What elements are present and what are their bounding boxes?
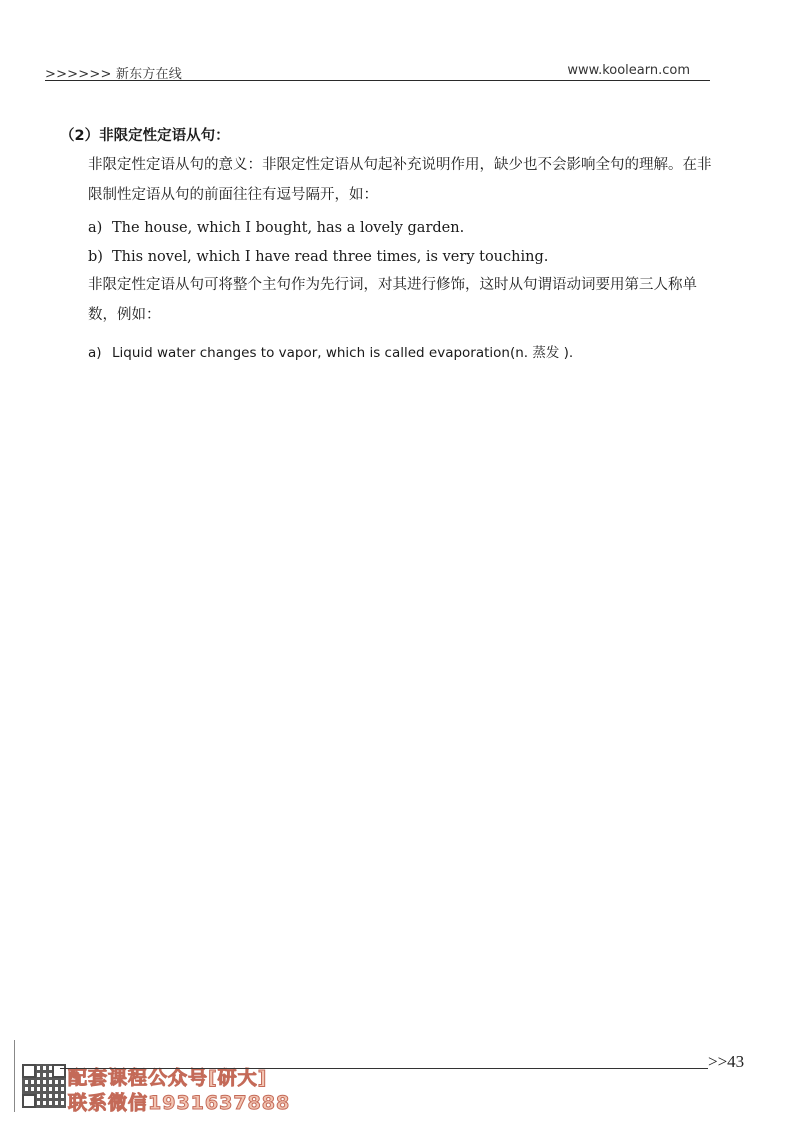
footer-rule: [60, 1068, 708, 1069]
usage-paragraph: 非限定性定语从句可将整个主句作为先行词，对其进行修饰，这时从句谓语动词要用第三人称单数，例如：: [88, 277, 697, 323]
page-number: >>43: [708, 1052, 745, 1071]
example-label: a): [88, 345, 102, 361]
example-text: This novel, which I have read three times, is very touching.: [112, 249, 549, 265]
section-heading: （2）非限定性定语从句：: [60, 128, 230, 144]
watermark-line-1: 配套课程公众号[研大]: [68, 1067, 268, 1089]
example-item-a: [88, 220, 464, 236]
definition-paragraph: 非限定性定语从句的意义：非限定性定语从句起补充说明作用，缺少也不会影响全句的理解。在非限制性定语从句的前面往往有逗号隔开，如：: [88, 157, 712, 203]
qr-finder: [52, 1064, 66, 1078]
qr-finder: [22, 1064, 36, 1078]
qr-code: [22, 1064, 66, 1108]
header-brand: >>>>>> 新东方在线: [45, 67, 182, 82]
example-label: b): [88, 249, 103, 265]
example-text: Liquid water changes to vapor, which is called evaporation(n. 蒸发 ).: [112, 345, 574, 361]
qr-finder: [22, 1094, 36, 1108]
page-header: [45, 58, 710, 81]
example-item-b: [88, 249, 548, 265]
example-label: a): [88, 220, 103, 236]
watermark-line-2: 联系微信1931637888: [68, 1092, 291, 1114]
example-item-a2: [88, 341, 573, 361]
header-site-url: www.koolearn.com: [567, 63, 690, 78]
margin-rule: [14, 1040, 15, 1112]
example-text: The house, which I bought, has a lovely garden.: [112, 220, 465, 236]
